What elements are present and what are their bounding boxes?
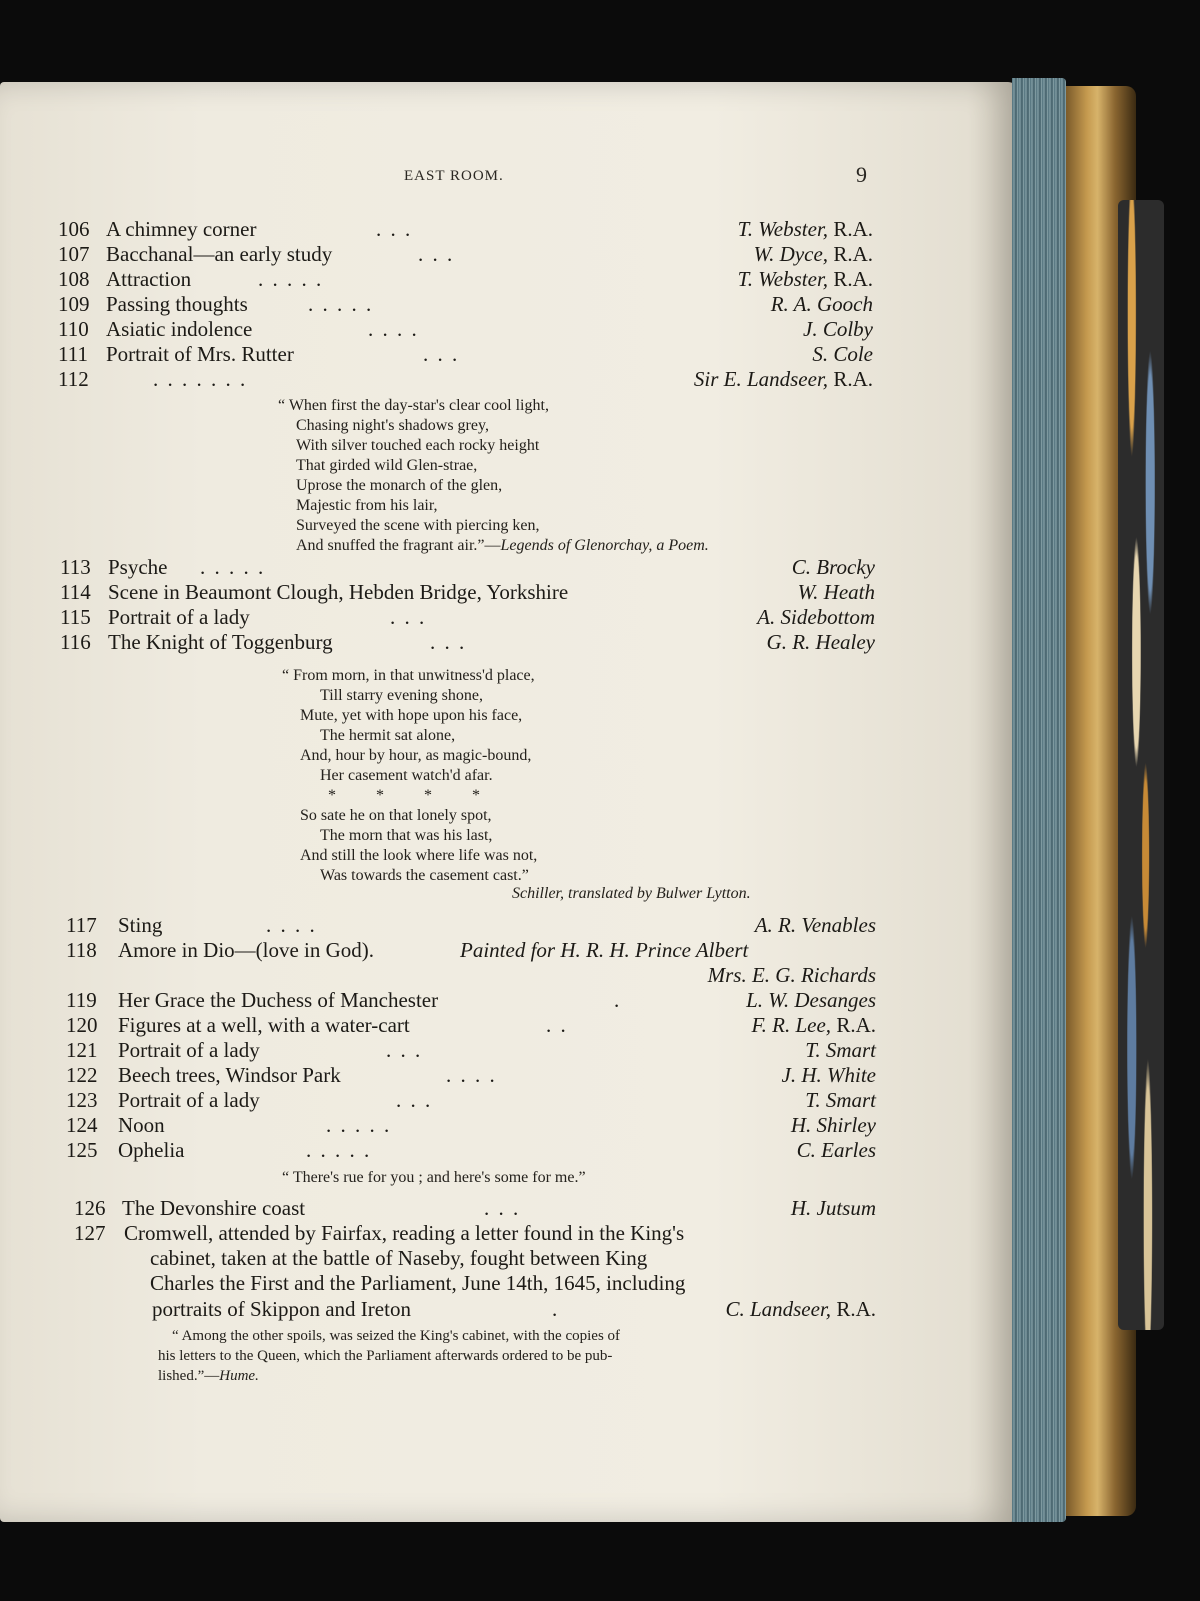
entry-title: A chimney corner (106, 217, 257, 241)
entry-number: 106 (58, 217, 90, 241)
entry-number: 125 (66, 1138, 98, 1162)
catalogue-entry (58, 366, 873, 394)
entry-title-continued: cabinet, taken at the battle of Naseby, fought between King (150, 1246, 648, 1270)
catalogue-entry (60, 554, 875, 582)
entry-title: Sting (118, 913, 163, 937)
entry-title: Portrait of a lady (118, 1038, 260, 1062)
catalogue-entry-artist-line (66, 962, 876, 990)
leader-dots: . . . (484, 1196, 521, 1220)
entry-title: Passing thoughts (106, 292, 248, 316)
entry-note: Painted for H. R. H. Prince Albert (460, 938, 749, 962)
quote-125: “ There's rue for you ; and here's some for me.” (282, 1169, 586, 1186)
leader-dots: . (552, 1297, 560, 1321)
leader-dots: . . . (376, 217, 413, 241)
page-number: 9 (856, 162, 867, 187)
entry-title: Her Grace the Duchess of Manchester (118, 988, 439, 1012)
catalogue-entry (60, 629, 875, 657)
entry-title: The Knight of Toggenburg (108, 630, 333, 654)
entry-artist: W. Dyce, R.A. (753, 242, 873, 266)
entry-number: 113 (60, 555, 91, 579)
entry-title: Psyche (108, 555, 168, 579)
entry-artist: C. Landseer, R.A. (725, 1297, 876, 1321)
catalogue-entry (58, 216, 873, 244)
entry-number: 127 (74, 1221, 106, 1245)
leader-dots: . . . . . (326, 1113, 392, 1137)
entry-number: 122 (66, 1063, 98, 1087)
entry-title: Attraction (106, 267, 192, 291)
quote-112: “ When first the day-star's clear cool light, Chasing night's shadows grey, With silver touched each rocky height That girded wild Glen-strae, Uprose the monarch of the glen, Majestic from his lair, Surveyed the scene with piercing ken, And snuffed the fragrant air.”—Legends of Glenorchay, a Poem. (278, 397, 709, 554)
entry-artist: S. Cole (812, 342, 873, 366)
entry-artist: Sir E. Landseer, R.A. (693, 367, 873, 391)
catalogue-entry-last-line (74, 1296, 876, 1324)
entry-artist: W. Heath (797, 580, 875, 604)
catalogue-entry (66, 1037, 876, 1065)
catalogue-entry (66, 1012, 876, 1040)
entry-number: 114 (60, 580, 91, 604)
catalogue-entry (66, 1062, 876, 1090)
entry-title: Portrait of a lady (118, 1088, 260, 1112)
entry-artist: T. Webster, R.A. (737, 217, 873, 241)
leader-dots: . . . . (368, 317, 419, 341)
page-edges (1012, 78, 1066, 1522)
entry-title: Portrait of a lady (108, 605, 250, 629)
catalogue-entry (58, 266, 873, 294)
entry-artist: T. Smart (805, 1088, 876, 1112)
quote-116: “ From morn, in that unwitness'd place, Till starry evening shone, Mute, yet with hope upon his face, The hermit sat alone, And, hour by hour, as magic-bound, Her casement watch'd afar. * * * * So sate he on that lonely spot, The morn that was his last, And still the look where life was not, Was towards the casement cast.” (282, 667, 538, 884)
catalogue-entry (58, 241, 873, 269)
quote-source: Hume. (219, 1368, 259, 1384)
entry-title: Beech trees, Windsor Park (118, 1063, 341, 1087)
entry-number: 118 (66, 938, 97, 962)
entry-artist: T. Webster, R.A. (737, 267, 873, 291)
entry-artist: J. H. White (781, 1063, 876, 1087)
leader-dots: . . . . . (200, 555, 266, 579)
entry-title: Noon (118, 1113, 165, 1137)
entry-title: Bacchanal—an early study (106, 242, 333, 266)
entry-artist: J. Colby (803, 317, 873, 341)
leader-dots: . . . (430, 630, 467, 654)
entry-number: 108 (58, 267, 90, 291)
entry-number: 120 (66, 1013, 98, 1037)
entry-artist: H. Jutsum (790, 1196, 876, 1220)
leader-dots: . . . (390, 605, 427, 629)
entry-title: Scene in Beaumont Clough, Hebden Bridge, Yorkshire (108, 580, 569, 604)
leader-dots: . . . . . (258, 267, 324, 291)
marbled-endpaper (1118, 200, 1164, 1330)
leader-dots: . . . (386, 1038, 423, 1062)
entry-number: 126 (74, 1196, 106, 1220)
entry-artist: Mrs. E. G. Richards (707, 963, 876, 987)
quote-127: “ Among the other spoils, was seized the King's cabinet, with the copies of his letters to the Queen, which the Parliament afterwards ordered to be pub- lished.”—Hume. (158, 1328, 621, 1384)
quote-source: Legends of Glenorchay, a Poem. (500, 537, 709, 554)
entry-artist: L. W. Desanges (746, 988, 876, 1012)
entry-number: 123 (66, 1088, 98, 1112)
leader-dots: . . . . . . . (153, 367, 248, 391)
entry-artist: A. R. Venables (754, 913, 876, 937)
entry-artist: H. Shirley (790, 1113, 876, 1137)
catalogue-entry (60, 604, 875, 632)
entry-title-continued: portraits of Skippon and Ireton (152, 1297, 411, 1321)
leader-dots: . . . . . (306, 1138, 372, 1162)
entry-number: 109 (58, 292, 90, 316)
leader-dots: . (614, 988, 622, 1012)
leader-dots: . . . (396, 1088, 433, 1112)
catalogue-entry (58, 316, 873, 344)
catalogue-entry (58, 341, 873, 369)
entry-title: Asiatic indolence (106, 317, 253, 341)
catalogue-entry (74, 1220, 876, 1248)
entry-title: Cromwell, attended by Fairfax, reading a letter found in the King's (124, 1221, 685, 1245)
catalogue-entry (66, 937, 876, 965)
catalogue-entry (66, 1112, 876, 1140)
entry-number: 116 (60, 630, 91, 654)
entry-artist: A. Sidebottom (757, 605, 875, 629)
leader-dots: . . . . (266, 913, 317, 937)
entry-title: Amore in Dio—(love in God). (118, 938, 375, 962)
entry-number: 117 (66, 913, 97, 937)
entry-number: 121 (66, 1038, 98, 1062)
catalogue-entry (60, 579, 875, 607)
entry-number: 119 (66, 988, 97, 1012)
entry-artist: C. Earles (796, 1138, 876, 1162)
quote-source: Schiller, translated by Bulwer Lytton. (512, 885, 751, 902)
entry-artist: R. A. Gooch (770, 292, 873, 316)
entry-artist: G. R. Healey (766, 630, 875, 654)
catalogue-entry (66, 912, 876, 940)
leader-dots: . . . (423, 342, 460, 366)
entry-artist: T. Smart (805, 1038, 876, 1062)
leader-dots: . . . . (446, 1063, 497, 1087)
entry-number: 107 (58, 242, 90, 266)
entry-artist: C. Brocky (791, 555, 875, 579)
entry-number: 124 (66, 1113, 98, 1137)
entry-number: 112 (58, 367, 89, 391)
running-title: EAST ROOM. (404, 168, 504, 184)
catalogue-entry (66, 1137, 876, 1165)
entry-title: Ophelia (118, 1138, 185, 1162)
entry-title: Portrait of Mrs. Rutter (106, 342, 294, 366)
entry-artist: F. R. Lee, R.A. (751, 1013, 876, 1037)
catalogue-entry (66, 1087, 876, 1115)
catalogue-entry (58, 291, 873, 319)
entry-title: Figures at a well, with a water-cart (118, 1013, 410, 1037)
entry-title-continued: Charles the First and the Parliament, June 14th, 1645, including (150, 1271, 686, 1295)
entry-number: 115 (60, 605, 91, 629)
catalogue-entry (66, 987, 876, 1015)
leader-dots: . . . (418, 242, 455, 266)
leader-dots: . . (546, 1013, 568, 1037)
entry-title: The Devonshire coast (122, 1196, 306, 1220)
entry-number: 110 (58, 317, 89, 341)
leader-dots: . . . . . (308, 292, 374, 316)
catalogue-entry (74, 1195, 876, 1223)
entry-number: 111 (58, 342, 88, 366)
